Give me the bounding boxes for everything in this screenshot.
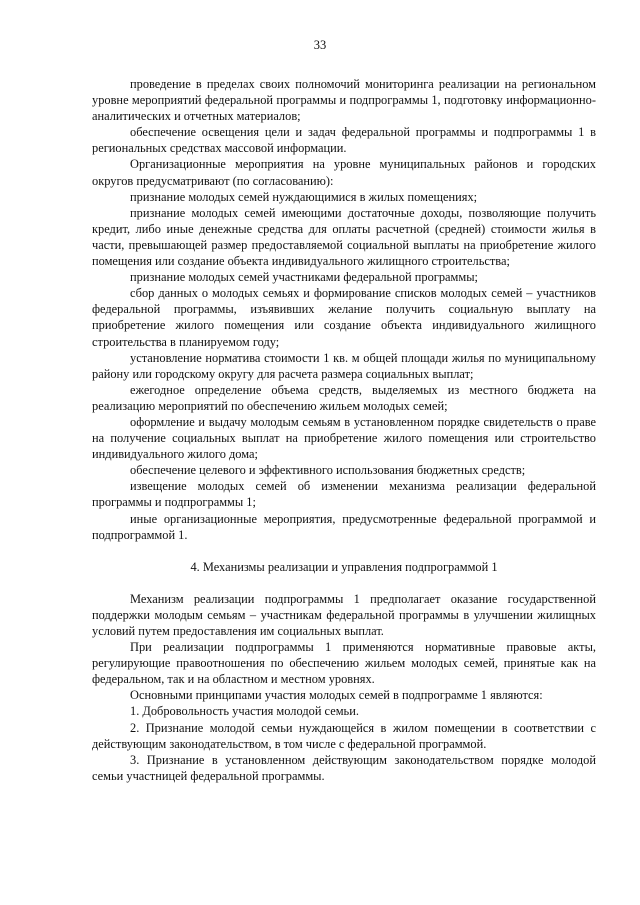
paragraph: извещение молодых семей об изменении механизма реализации федеральной программы и подпрограммы 1;: [92, 479, 596, 510]
paragraph: Организационные мероприятия на уровне муниципальных районов и городских округов предусматривают (по согласованию):: [92, 157, 596, 188]
paragraph: обеспечение целевого и эффективного использования бюджетных средств;: [130, 463, 526, 478]
paragraph: иные организационные мероприятия, предусмотренные федеральной программой и подпрограммой 1.: [92, 511, 596, 542]
paragraph: признание молодых семей участниками федеральной программы;: [130, 270, 478, 285]
section-heading: 4. Механизмы реализации и управления подпрограммой 1: [190, 559, 498, 574]
paragraph: признание молодых семей нуждающимися в жилых помещениях;: [130, 189, 478, 204]
paragraph: обеспечение освещения цели и задач федеральной программы и подпрограммы 1 в региональных средствах массовой информации.: [92, 125, 596, 156]
paragraph: Механизм реализации подпрограммы 1 предполагает оказание государственной поддержки молодым семьям – участникам федеральной программы в улучшении жилищных условий путем предоставления им социальных выплат.: [92, 591, 596, 638]
paragraph: установление норматива стоимости 1 кв. м общей площади жилья по муниципальному району или городскому округу для расчета размера социальных выплат;: [92, 350, 596, 381]
paragraph: 2. Признание молодой семьи нуждающейся в жилом помещении в соответствии с действующим законодательством, в том числе с федеральной программой.: [92, 720, 596, 751]
page-body: [92, 76, 596, 784]
paragraph: 3. Признание в установленном действующим законодательством порядке молодой семьи участницей федеральной программы.: [92, 752, 596, 783]
paragraph: Основными принципами участия молодых семей в подпрограмме 1 являются:: [130, 688, 543, 703]
page-number: 33: [313, 38, 327, 52]
paragraph: оформление и выдачу молодым семьям в установленном порядке свидетельств о праве на получение социальных выплат на приобретение жилого помещения или строительство индивидуального жилого дома;: [92, 414, 596, 462]
paragraph: признание молодых семей имеющими достаточные доходы, позволяющие получить кредит, либо иные денежные средства для оплаты расчетной (средней) стоимости жилья в части, превышающей размер предоставляемой социальной выплаты на приобретение жилого помещения или создание объекта индивидуального жилищного строительства;: [92, 205, 596, 269]
paragraph: проведение в пределах своих полномочий мониторинга реализации на региональном уровне мероприятий федеральной программы и подпрограммы 1, подготовку информационно-аналитических и отчетных материалов;: [92, 77, 596, 124]
paragraph: 1. Добровольность участия молодой семьи.: [130, 704, 359, 719]
paragraph: ежегодное определение объема средств, выделяемых из местного бюджета на реализацию мероприятий по обеспечению жильем молодых семей;: [92, 382, 596, 413]
paragraph: При реализации подпрограммы 1 применяются нормативные правовые акты, регулирующие правоотношения по обеспечению жильем молодых семей, принятые как на федеральном, так и на областном и местном уровнях.: [92, 640, 596, 687]
paragraph: сбор данных о молодых семьях и формирование списков молодых семей – участников федеральной программы, изъявивших желание получить социальную выплату на приобретение жилого помещения или создание объекта индивидуального жилищного строительства в планируемом году;: [92, 286, 596, 349]
